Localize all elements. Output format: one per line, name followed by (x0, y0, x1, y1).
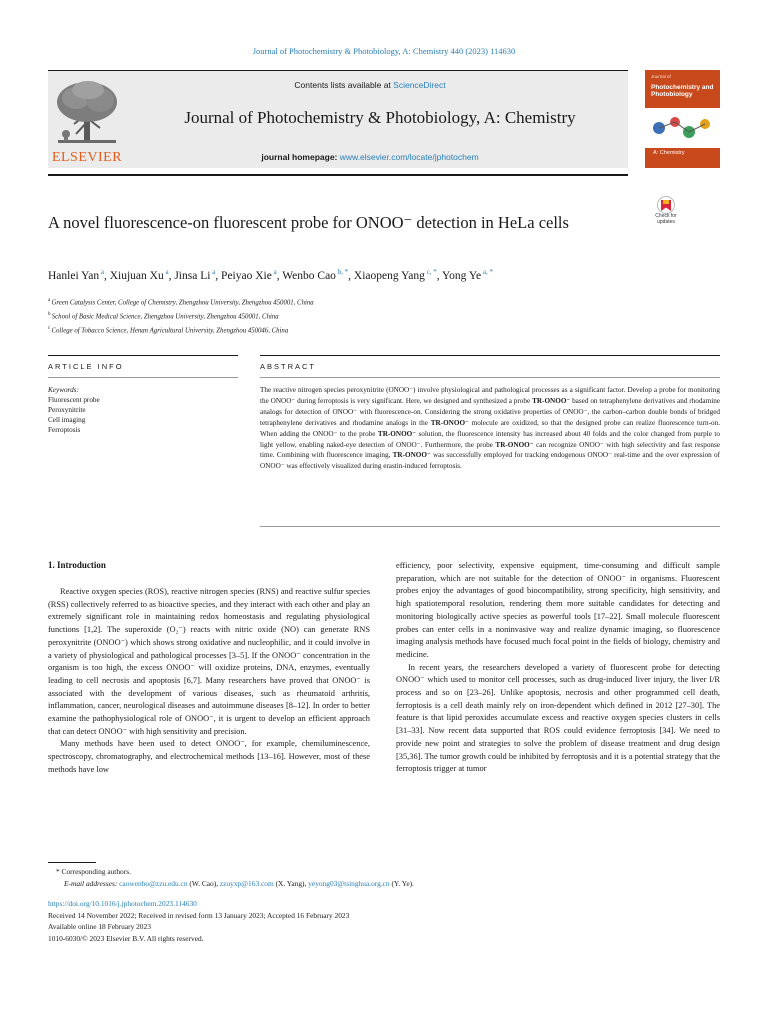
keywords-label: Keywords: (48, 386, 79, 394)
homepage-line (160, 152, 580, 162)
author-affiliation-mark[interactable]: a, * (481, 268, 494, 276)
affiliation-list (48, 295, 688, 336)
abstract-heading: ABSTRACT (260, 362, 317, 371)
footnote-rule (48, 862, 96, 863)
contents-line (160, 80, 580, 90)
paragraph: Many methods have been used to detect ONOO⁻, for example, chemiluminescence, spectroscopy, chromatography, and electrochemical methods [13–16]. However, most of these methods have low (48, 739, 370, 774)
copyright-line: 1010-6030/© 2023 Elsevier B.V. All rights reserved. (48, 933, 204, 943)
contents-prefix: Contents lists available at (294, 80, 394, 90)
probe-name: TR-ONOO⁻ (430, 418, 469, 427)
check-updates-label: Check for updates (655, 213, 677, 225)
author-affiliation-mark[interactable]: c, * (424, 268, 437, 276)
keywords-block (48, 385, 238, 435)
cover-top-text: Journal of (651, 74, 671, 79)
author-name[interactable]: Jinsa Li (174, 269, 211, 282)
email-link[interactable]: caowenbo@zzu.edu.cn (119, 879, 188, 888)
homepage-link[interactable]: www.elsevier.com/locate/jphotochem (339, 152, 479, 162)
article-info-rule (48, 355, 238, 356)
email-label: E-mail addresses: (64, 879, 120, 888)
online-date: Available online 18 February 2023 (48, 922, 151, 932)
abstract-divider (260, 377, 720, 378)
author-name[interactable]: Yong Ye (442, 269, 482, 282)
keyword-item: Peroxynitrite (48, 406, 86, 414)
author-affiliation-mark[interactable]: a (210, 268, 216, 276)
body-column-right (396, 560, 720, 776)
journal-cover[interactable] (645, 70, 720, 168)
probe-name: TR-ONOO⁻ (532, 396, 571, 405)
author-affiliation-mark[interactable]: a (99, 268, 104, 276)
affiliation: $^b$ School of Basic Medical Science, Zhengzhou University, Zhengzhou 450001, China (48, 311, 279, 321)
author-name[interactable]: Wenbo Cao (282, 269, 336, 282)
sciencedirect-link[interactable]: ScienceDirect (393, 80, 446, 90)
homepage-label: journal homepage: (261, 152, 340, 162)
abstract-bottom-rule (260, 526, 720, 527)
affiliation: $^c$ College of Tobacco Science, Henan Agricultural University, Zhengzhou 450046, China (48, 325, 289, 334)
paragraph: In recent years, the researchers developed a variety of fluorescent probe for detecting ONOO⁻ which used to monitor cell processes, such as drug-induced liver injury, the liver I/R process and so on [23–26]. Unlike apoptosis, necrosis and other programmed cell death, ferroptosis is a cell death mainly rely on iron-dependent which defined in 2012 [27–30]. The feature is that lipid peroxides accumulate excess and reactive oxygen species clusters in cells [31–33]. Now recent data supported that ROS could evidence ferroptosis [34]. We need to provide new point and strategies to solve the problem of disease treatment and drug design [35,36]. The tumor growth could be inhibited by ferroptosis and it is a potential strategy that the ferroptosis trigger at tumor (396, 662, 720, 774)
email-addresses (48, 878, 728, 889)
elsevier-logo[interactable] (48, 78, 126, 166)
email-link[interactable]: yeyong03@tsinghua.org.cn (308, 879, 390, 888)
author-name[interactable]: Peiyao Xie (221, 269, 272, 282)
email-link[interactable]: zzuyxp@163.com (219, 879, 274, 888)
cover-graphic-icon (645, 108, 720, 148)
probe-name: TR-ONOO⁻ (392, 451, 431, 460)
check-for-updates-badge[interactable] (648, 196, 684, 232)
elsevier-wordmark: ELSEVIER (51, 150, 123, 165)
author-affiliation-mark[interactable]: a (163, 268, 169, 276)
affiliation: $^a$ Green Catalysis Center, College of Chemistry, Zhengzhou University, Zhengzhou 450001, China (48, 298, 314, 307)
cover-image-band (645, 108, 720, 148)
article-info-divider (48, 377, 238, 378)
article-title: A novel fluorescence-on fluorescent probe for ONOO⁻ detection in HeLa cells (48, 213, 569, 232)
doi-link[interactable]: https://doi.org/10.1016/j.jphotochem.2023.114630 (48, 899, 197, 908)
abstract-text: The reactive nitrogen species peroxynitrite (ONOO⁻) involve physiological and pathological processes as a significant factor. Develop a probe for monitoring the ONOO⁻ during ferroptosis is very significant. Here, we designed and synthesized a probe TR-ONOO⁻ based on tetraphenylene derivatives and rhodamine analogs for detection of ONOO⁻ with fluorescence-on. Considering the strong oxidative properties of ONOO⁻, the carbon–carbon double bonds of bridged tetraphenylene derivatives and rhodamine analogs in the TR-ONOO⁻ molecule are oxidized, so that the designed probe can realize fluorescence turn-on. When adding the ONOO⁻ to the probe TR-ONOO⁻ solution, the fluorescence intensity has increased about 40 folds and the color changed from purple to light yellow, enabling naked-eye detection of ONOO⁻. Furthermore, the probe TR-ONOO⁻ can recognize ONOO⁻ with high selectivity and fast response time. Combining with fluorescence imaging, TR-ONOO⁻ was successfully employed for tracking endogenous ONOO⁻ real-time and the over expression of ONOO⁻ was effectively visualized during erastin-induced ferroptosis. (260, 386, 721, 471)
keyword-item: Ferroptosis (48, 426, 81, 434)
section-heading-introduction: 1. Introduction (48, 560, 106, 570)
cover-subtitle: A: Chemistry (653, 150, 685, 156)
journal-name: Journal of Photochemistry & Photobiology, A: Chemistry (184, 108, 576, 127)
author-affiliation-mark[interactable]: a (271, 268, 277, 276)
masthead-rule (48, 174, 628, 176)
email-owner: (X. Yang), (273, 879, 309, 888)
running-head[interactable]: Journal of Photochemistry & Photobiology, A: Chemistry 440 (2023) 114630 (252, 46, 516, 56)
email-owner: (Y. Ye). (389, 879, 414, 888)
email-owner: (W. Cao), (187, 879, 220, 888)
body-column-left (48, 586, 370, 777)
paragraph: Reactive oxygen species (ROS), reactive nitrogen species (RNS) and reactive sulfur species (RSS) collectively referred to as bioactive species, and they interact with each other and play an extremely significant role in maintaining redox homeostasis and regulating physiological functions [1,2]. The superoxide (O₂⁻) reacts with nitric oxide (NO) can generate RNS peroxynitrite (ONOO⁻) which shows strong oxidative and nucleophilic, and it could involve in a variety of physiological and pathological processes [3–5]. If the ONOO⁻ concentration in the organism is too high, the excess ONOO⁻ will oxidize proteins, DNA, enzymes, eventually leading to cell necrosis and apoptosis [6,7]. Many researchers have proved that ONOO⁻ is associated with the development of various diseases, such as rheumatoid arthritis, inflammation, cancer, neurological diseases and autoimmune diseases [8–12]. In order to better examine the pathophysiological role of ONOO⁻, it is urgent to develop an efficient approach that can detect ONOO⁻ with high sensitivity and precision. (48, 587, 370, 736)
tree-icon (48, 78, 126, 148)
publication-info (48, 898, 728, 944)
probe-name: TR-ONOO⁻ (495, 440, 534, 449)
author-name[interactable]: Xiujuan Xu (109, 269, 164, 282)
received-dates: Received 14 November 2022; Received in revised form 13 January 2023; Accepted 16 February 2023 (48, 910, 350, 920)
paragraph: efficiency, poor selectivity, expensive equipment, time-consuming and difficult sample preparation, which are not suitable for the detection of ONOO⁻ in organisms. Fluorescent probes enjoy the advantages of good biocompatibility, strong specificity, high sensitivity, and high spatiotemporal resolution, rendering them more suitable candidates for detecting and monitoring biologically active species as powerful tools [17–22]. Small molecule fluorescent probes can enter cells in a noninvasive way and realize dynamic imaging, so fluorescence imaging analysis methods have focused much focal point in the fields of biology, chemistry and medicine. (396, 561, 720, 659)
cover-title: Photochemistry and Photobiology (651, 84, 714, 98)
keyword-item: Cell imaging (48, 416, 86, 424)
bookmark-icon (648, 196, 684, 214)
author-list: Hanlei Yan $^a$, Xiujuan Xu $^a$, Jinsa Li $^a$, Peiyao Xie $^a$, Wenbo Cao $^{b, *}$, Xiaopeng Yang $^{c, *}$, Yong Ye $^{a, *}$ (48, 268, 494, 282)
author-name[interactable]: Hanlei Yan (48, 269, 100, 282)
author-name[interactable]: Xiaopeng Yang (353, 269, 425, 282)
author-affiliation-mark[interactable]: b, * (335, 268, 349, 276)
article-info-heading: ARTICLE INFO (48, 362, 124, 371)
abstract-rule (260, 355, 720, 356)
keyword-item: Fluorescent probe (48, 396, 100, 404)
corresponding-authors-note: * Corresponding authors. (56, 867, 131, 876)
probe-name: TR-ONOO⁻ (377, 429, 417, 438)
